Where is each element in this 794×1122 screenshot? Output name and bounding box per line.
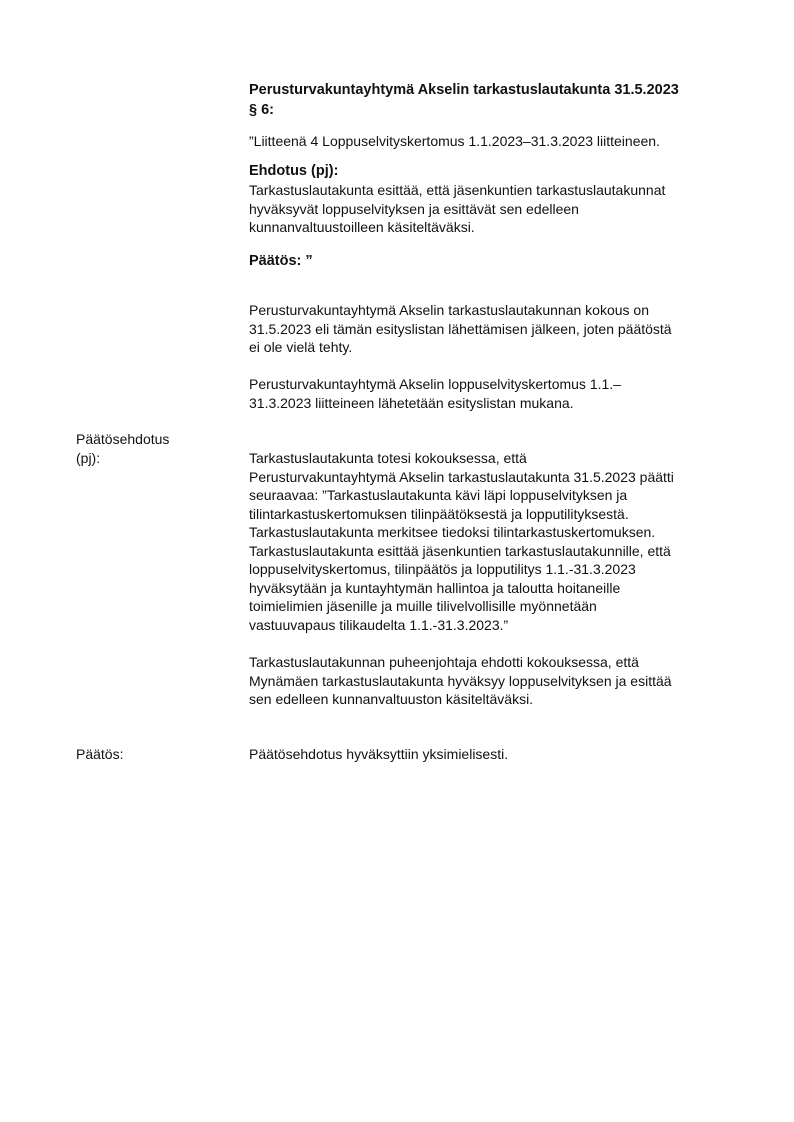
quoted-title-line2: § 6: [249, 102, 274, 118]
notes-line: 31.3.2023 liitteineen lähetetään esityslistan mukana. [249, 394, 574, 411]
notes-paragraph-2 [249, 375, 739, 412]
decision-text: Päätösehdotus hyväksyttiin yksimielisesti. [249, 746, 509, 762]
proposal-block [249, 161, 739, 237]
decision-proposal-line: Tarkastuslautakunnan puheenjohtaja ehdotti kokouksessa, että [249, 654, 639, 670]
decision-proposal-line: Tarkastuslautakunta esittää jäsenkuntien tarkastuslautakunnille, että [249, 542, 671, 559]
proposal-line: Tarkastuslautakunta esittää, että jäsenkuntien tarkastuslautakunnat [249, 182, 666, 198]
decision-proposal-line: tilintarkastuskertomuksen tilinpäätöksestä ja lopputilityksestä. [249, 505, 629, 522]
notes-line: Perusturvakuntayhtymä Akselin tarkastuslautakunnan kokous on [249, 302, 650, 318]
decision-proposal-line: Mynämäen tarkastuslautakunta hyväksyy loppuselvityksen ja esittää [249, 672, 672, 689]
decision-proposal-line: Perusturvakuntayhtymä Akselin tarkastuslautakunta 31.5.2023 päätti [249, 468, 674, 485]
proposal-line: hyväksyvät loppuselvityksen ja esittävät sen edelleen [249, 200, 579, 217]
quoted-title-line1: Perusturvakuntayhtymä Akselin tarkastuslautakunta 31.5.2023 [249, 82, 679, 98]
notes-paragraph-1 [249, 301, 739, 357]
notes-line: ei ole vielä tehty. [249, 339, 353, 355]
decision-proposal-paragraph-2 [249, 653, 739, 709]
decision-label-text: Päätös: [76, 746, 124, 762]
decision-label [76, 745, 236, 764]
decision-proposal-line: Tarkastuslautakunta merkitsee tiedoksi tilintarkastuskertomuksen. [249, 524, 656, 540]
decision-proposal-line: hyväksytään ja kuntayhtymän hallintoa ja taloutta hoitaneille [249, 579, 621, 596]
decision-proposal-line: toimielimien jäsenille ja muille tilivelvollisille myönnetään [249, 598, 597, 614]
quoted-title [249, 80, 739, 120]
decision-proposal-label [76, 430, 236, 467]
decision-proposal-line: vastuuvapaus tilikaudelta 1.1.-31.3.2023.” [249, 616, 509, 633]
proposal-line: kunnanvaltuustoilleen käsiteltäväksi. [249, 219, 475, 235]
decision-proposal-line: sen edelleen kunnanvaltuuston käsiteltäväksi. [249, 691, 534, 707]
decision-heading [249, 251, 739, 271]
notes-line: 31.5.2023 eli tämän esityslistan lähettämisen jälkeen, joten päätöstä [249, 320, 672, 337]
decision-proposal-label-line2: (pj): [76, 449, 101, 466]
decision-proposal-label-line1: Päätösehdotus [76, 431, 170, 447]
decision-proposal-line: Tarkastuslautakunta totesi kokouksessa, että [249, 450, 527, 466]
notes-line: Perusturvakuntayhtymä Akselin loppuselvityskertomus 1.1.– [249, 376, 621, 392]
decision-proposal-line: seuraavaa: ”Tarkastuslautakunta kävi läpi loppuselvityksen ja [249, 487, 628, 503]
attachment-line [249, 132, 739, 151]
proposal-heading: Ehdotus (pj): [249, 163, 339, 179]
decision-heading-text: Päätös: ” [249, 253, 313, 269]
decision-proposal-line: loppuselvityskertomus, tilinpäätös ja lopputilitys 1.1.-31.3.2023 [249, 561, 636, 577]
attachment-text: ”Liitteenä 4 Loppuselvityskertomus 1.1.2023–31.3.2023 liitteineen. [249, 133, 660, 149]
decision-text-block [249, 745, 739, 764]
decision-proposal-paragraph-1 [249, 449, 739, 634]
